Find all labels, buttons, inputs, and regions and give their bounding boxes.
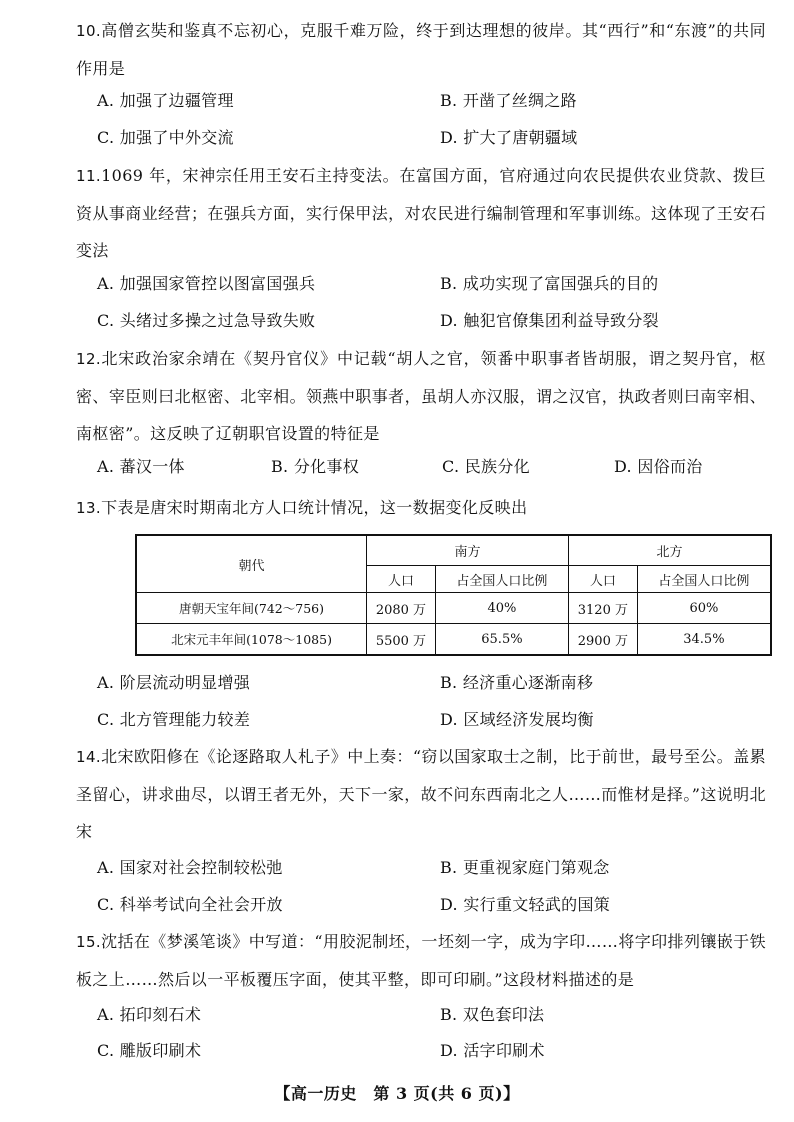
table-header-north: 北方 bbox=[568, 535, 771, 566]
population-table bbox=[135, 534, 772, 656]
question-11-stem bbox=[76, 157, 766, 269]
question-text: 北宋政治家余靖在《契丹官仪》中记载“胡人之官，领番中职事者皆胡服，谓之契丹官，枢密、宰臣则曰北枢密、北宰相。领燕中职事者，虽胡人亦汉服，谓之汉官，执政者则曰南宰相、南枢密”。这反映了辽朝职官设置的特征是 bbox=[76, 349, 766, 443]
question-12-stem bbox=[76, 340, 766, 452]
question-number: 12. bbox=[76, 350, 102, 368]
question-number: 14. bbox=[76, 748, 102, 766]
q15-option-d: D. 活字印刷术 bbox=[440, 1041, 545, 1060]
table-cell-south-ratio: 65.5% bbox=[435, 624, 568, 656]
table-subheader-population: 人口 bbox=[367, 566, 436, 593]
table-row bbox=[136, 593, 771, 624]
table-cell-dynasty: 北宋元丰年间(1078～1085) bbox=[136, 624, 367, 656]
question-number: 15. bbox=[76, 933, 102, 951]
q13-option-a: A. 阶层流动明显增强 bbox=[97, 673, 251, 692]
q15-option-a: A. 拓印刻石术 bbox=[97, 1005, 202, 1024]
q10-option-d: D. 扩大了唐朝疆域 bbox=[440, 128, 578, 147]
table-cell-north-ratio: 34.5% bbox=[637, 624, 771, 656]
q13-option-b: B. 经济重心逐渐南移 bbox=[440, 673, 594, 692]
q12-option-d: D. 因俗而治 bbox=[614, 457, 703, 476]
q14-option-d: D. 实行重文轻武的国策 bbox=[440, 895, 611, 914]
q14-option-a: A. 国家对社会控制较松弛 bbox=[97, 858, 283, 877]
question-text: 高僧玄奘和鉴真不忘初心，克服千难万险，终于到达理想的彼岸。其“西行”和“东渡”的共同作用是 bbox=[76, 21, 766, 78]
q10-option-b: B. 开凿了丝绸之路 bbox=[440, 91, 577, 110]
table-subheader-population: 人口 bbox=[568, 566, 637, 593]
table-cell-north-population: 3120 万 bbox=[568, 593, 637, 624]
question-text: 北宋欧阳修在《论逐路取人札子》中上奏：“窃以国家取士之制，比于前世，最号至公。盖累圣留心，讲求曲尽，以谓王者无外，天下一家，故不问东西南北之人……而惟材是择。”这说明北宋 bbox=[76, 747, 766, 841]
q14-option-c: C. 科举考试向全社会开放 bbox=[97, 895, 283, 914]
q11-option-c: C. 头绪过多操之过急导致失败 bbox=[97, 311, 316, 330]
q12-option-a: A. 蕃汉一体 bbox=[97, 457, 185, 476]
q15-option-c: C. 雕版印刷术 bbox=[97, 1041, 202, 1060]
q14-option-b: B. 更重视家庭门第观念 bbox=[440, 858, 610, 877]
table-cell-north-population: 2900 万 bbox=[568, 624, 637, 656]
q13-option-d: D. 区域经济发展均衡 bbox=[440, 710, 594, 729]
table-cell-south-ratio: 40% bbox=[435, 593, 568, 624]
q11-option-d: D. 触犯官僚集团利益导致分裂 bbox=[440, 311, 659, 330]
table-cell-south-population: 5500 万 bbox=[367, 624, 436, 656]
question-number: 13. bbox=[76, 499, 102, 517]
q15-option-b: B. 双色套印法 bbox=[440, 1005, 545, 1024]
table-cell-south-population: 2080 万 bbox=[367, 593, 436, 624]
question-10-stem bbox=[76, 12, 766, 87]
question-number: 11. bbox=[76, 167, 102, 185]
question-number: 10. bbox=[76, 22, 102, 40]
question-14-stem bbox=[76, 738, 766, 850]
question-13-stem bbox=[76, 489, 766, 527]
q10-option-a: A. 加强了边疆管理 bbox=[97, 91, 234, 110]
question-text: 1069 年，宋神宗任用王安石主持变法。在富国方面，官府通过向农民提供农业贷款、拨巨资从事商业经营；在强兵方面，实行保甲法，对农民进行编制管理和军事训练。这体现了王安石变法 bbox=[76, 166, 766, 260]
table-subheader-ratio: 占全国人口比例 bbox=[637, 566, 771, 593]
q12-option-c: C. 民族分化 bbox=[442, 457, 530, 476]
q11-option-b: B. 成功实现了富国强兵的目的 bbox=[440, 274, 659, 293]
q12-option-b: B. 分化事权 bbox=[271, 457, 360, 476]
question-text: 沈括在《梦溪笔谈》中写道：“用胶泥制坯，一坯刻一字，成为字印……将字印排列镶嵌于铁板之上……然后以一平板覆压字面，使其平整，即可印刷。”这段材料描述的是 bbox=[76, 932, 766, 989]
table-header-dynasty: 朝代 bbox=[136, 535, 367, 593]
q11-option-a: A. 加强国家管控以图富国强兵 bbox=[97, 274, 316, 293]
question-15-stem bbox=[76, 923, 766, 998]
question-text: 下表是唐宋时期南北方人口统计情况，这一数据变化反映出 bbox=[101, 498, 528, 517]
page-footer: 【高一历史 第 3 页(共 6 页)】 bbox=[274, 1084, 520, 1103]
table-cell-north-ratio: 60% bbox=[637, 593, 771, 624]
table-cell-dynasty: 唐朝天宝年间(742～756) bbox=[136, 593, 367, 624]
q10-option-c: C. 加强了中外交流 bbox=[97, 128, 234, 147]
table-header-south: 南方 bbox=[367, 535, 569, 566]
q13-option-c: C. 北方管理能力较差 bbox=[97, 710, 251, 729]
table-subheader-ratio: 占全国人口比例 bbox=[435, 566, 568, 593]
table-row bbox=[136, 624, 771, 656]
